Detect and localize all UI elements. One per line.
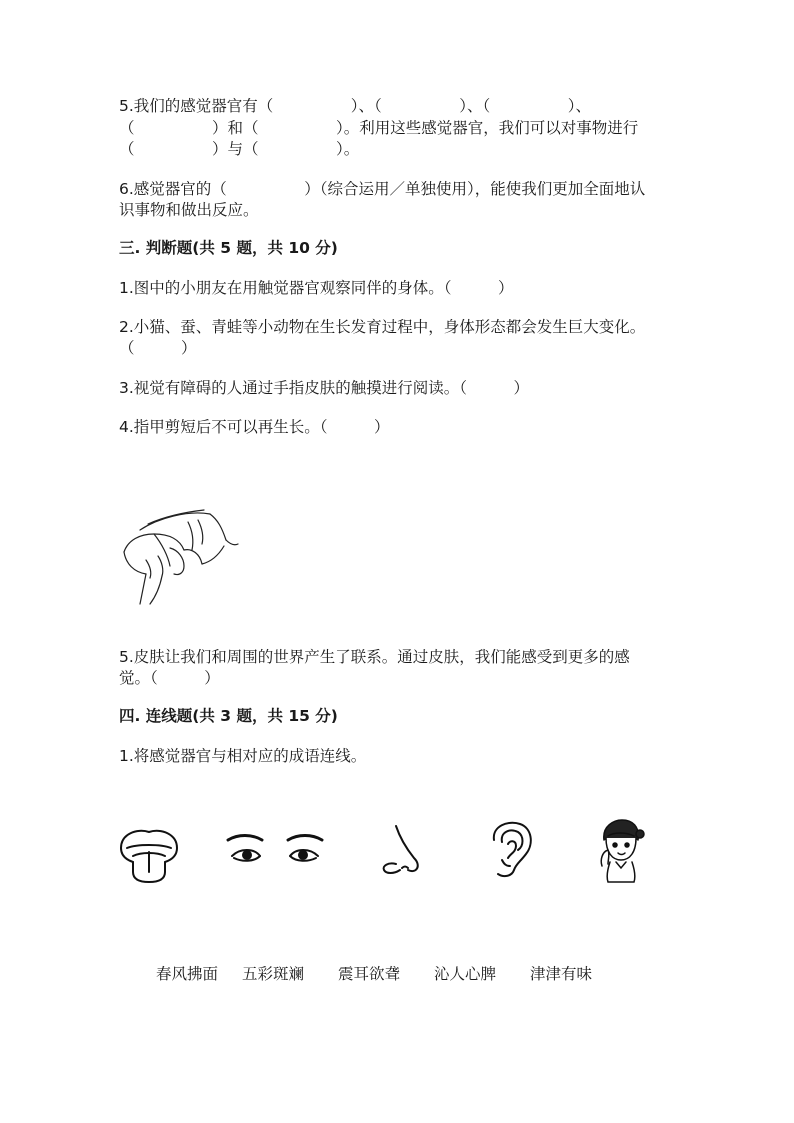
fill-q5-line1: 5.我们的感觉器官有（ ）、（ ）、（ ）、 (119, 97, 592, 115)
ear-icon (486, 820, 534, 880)
judge-section-title: 三. 判断题(共 5 题，共 10 分) (119, 239, 338, 257)
idiom-2: 五彩斑斓 (242, 965, 305, 983)
judge-q5-line1: 5.皮肤让我们和周围的世界产生了联系。通过皮肤，我们能感受到更多的感 (119, 648, 630, 666)
tongue-icon (117, 826, 181, 884)
match-section-title: 四. 连线题(共 3 题，共 15 分) (119, 707, 338, 725)
girl-touching-face-icon (596, 818, 646, 884)
idiom-3: 震耳欲聋 (338, 965, 401, 983)
match-q1: 1.将感觉器官与相对应的成语连线。 (119, 747, 367, 765)
fill-q5-line2: （ ）和（ ）。利用这些感觉器官，我们可以对事物进行 (119, 119, 639, 137)
fill-q5-line3: （ ）与（ ）。 (119, 140, 360, 158)
fill-q6-line1: 6.感觉器官的（ ）（综合运用／单独使用），能使我们更加全面地认 (119, 180, 646, 198)
judge-q2-line2: （ ） (119, 339, 197, 357)
judge-q2-line1: 2.小猫、蚕、青蛙等小动物在生长发育过程中，身体形态都会发生巨大变化。 (119, 318, 646, 336)
hand-holding-hand-icon (118, 500, 242, 608)
judge-q3: 3.视觉有障碍的人通过手指皮肤的触摸进行阅读。（ ） (119, 379, 530, 397)
idiom-5: 津津有味 (530, 965, 593, 983)
nose-icon (378, 824, 426, 876)
eyes-icon (226, 832, 324, 868)
fill-q6-line2: 识事物和做出反应。 (119, 201, 259, 219)
judge-q5-line2: 觉。（ ） (119, 669, 220, 687)
idiom-4: 沁人心脾 (434, 965, 497, 983)
judge-q4: 4.指甲剪短后不可以再生长。（ ） (119, 418, 390, 436)
idiom-1: 春风拂面 (156, 965, 219, 983)
judge-q1: 1.图中的小朋友在用触觉器官观察同伴的身体。（ ） (119, 279, 514, 297)
